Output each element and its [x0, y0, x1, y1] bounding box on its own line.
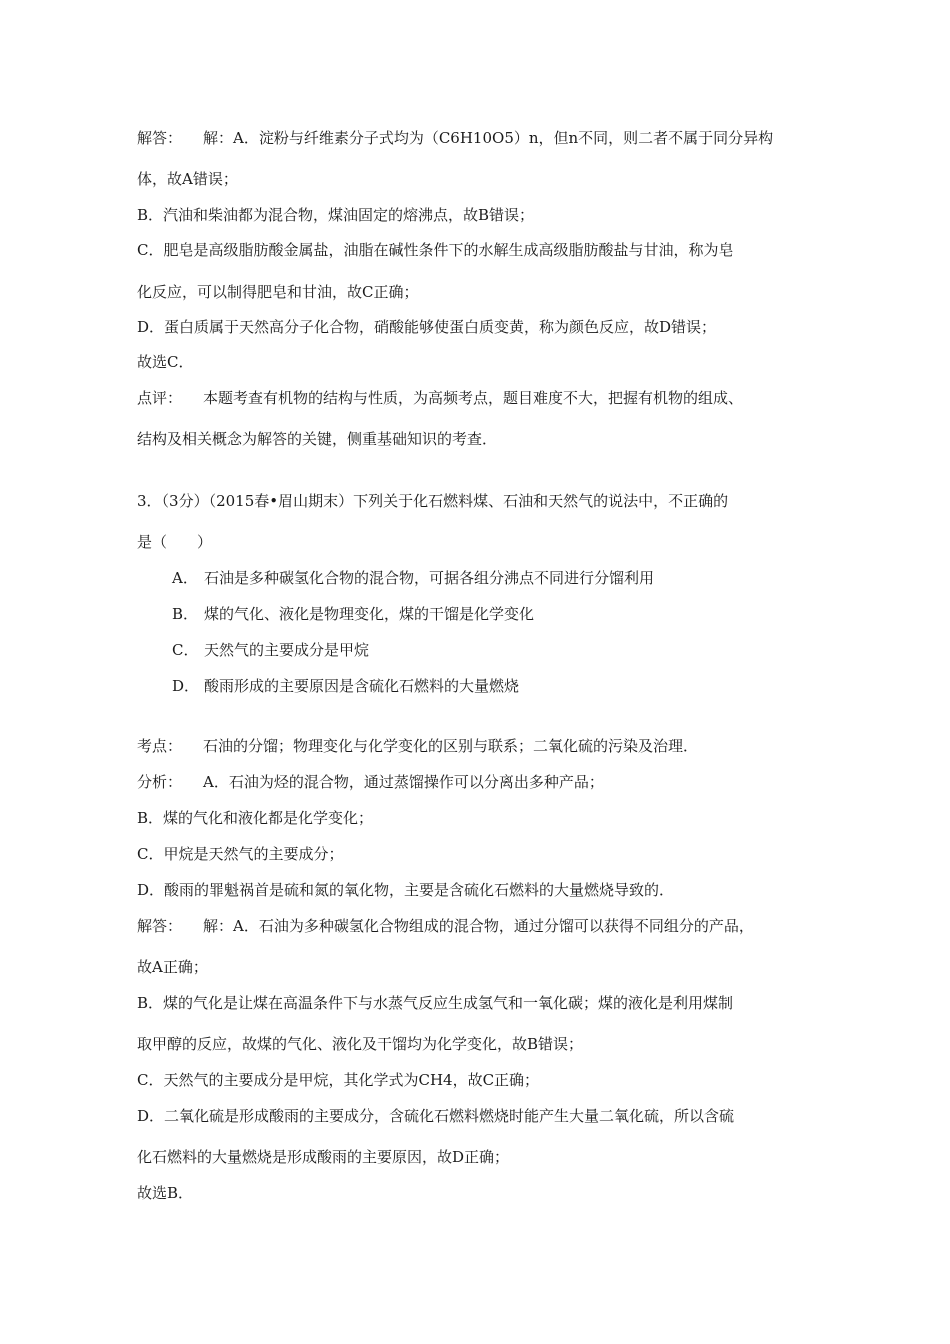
q2-solution-line-6: D．蛋白质属于天然高分子化合物，硝酸能够使蛋白质变黄，称为颜色反应，故D错误；	[137, 318, 717, 336]
jieda-label: 解答：	[137, 917, 183, 935]
option-letter: C．	[172, 641, 199, 659]
q3-kaodian	[137, 736, 698, 756]
q2-comment-line-1	[137, 388, 743, 408]
q3-jieda-line-1	[137, 916, 754, 936]
q3-option-d	[172, 676, 519, 696]
q2-solution-line-5: 化反应，可以制得肥皂和甘油，故C正确；	[137, 283, 419, 301]
q3-fenxi-line-4: D．酸雨的罪魁祸首是硫和氮的氧化物，主要是含硫化石燃料的大量燃烧导致的．	[137, 881, 675, 899]
option-text: 石油是多种碳氢化合物的混合物，可据各组分沸点不同进行分馏利用	[204, 569, 655, 587]
q3-jieda-line-5: C．天然气的主要成分是甲烷，其化学式为CH4，故C正确；	[137, 1071, 540, 1089]
q2-comment-text: 本题考查有机物的结构与性质，为高频考点，题目难度不大，把握有机物的组成、	[203, 389, 744, 407]
option-letter: B．	[172, 605, 199, 623]
q2-solution-label: 解答：	[137, 129, 183, 147]
q3-option-a	[172, 568, 654, 588]
q3-stem-line-1: 3．（3分）（2015春•眉山期末）下列关于化石燃料煤、石油和天然气的说法中，不正确的	[137, 492, 729, 510]
q2-solution-line-4: C．肥皂是高级脂肪酸金属盐，油脂在碱性条件下的水解生成高级脂肪酸盐与甘油，称为皂	[137, 241, 734, 259]
q2-solution-line-2: 体，故A错误；	[137, 170, 238, 188]
q3-jieda-line-4: 取甲醇的反应，故煤的气化、液化及干馏均为化学变化，故B错误；	[137, 1035, 584, 1053]
fenxi-label: 分析：	[137, 773, 183, 791]
q3-fenxi-line-3: C．甲烷是天然气的主要成分；	[137, 845, 344, 863]
q3-fenxi-line-1	[137, 772, 604, 792]
jieda-text: 解：A．石油为多种碳氢化合物组成的混合物，通过分馏可以获得不同组分的产品，	[203, 917, 754, 935]
fenxi-text: A．石油为烃的混合物，通过蒸馏操作可以分离出多种产品；	[203, 773, 604, 791]
q3-jieda-line-6: D．二氧化硫是形成酸雨的主要成分，含硫化石燃料燃烧时能产生大量二氧化硫，所以含硫	[137, 1107, 735, 1125]
option-letter: A．	[172, 569, 198, 587]
q2-comment-line-2: 结构及相关概念为解答的关键，侧重基础知识的考查．	[137, 430, 498, 448]
q2-solution-line-7: 故选C．	[137, 353, 194, 371]
q3-option-b	[172, 604, 534, 624]
option-text: 天然气的主要成分是甲烷	[204, 641, 370, 659]
q3-option-c	[172, 640, 369, 660]
q3-jieda-line-3: B．煤的气化是让煤在高温条件下与水蒸气反应生成氢气和一氧化碳；煤的液化是利用煤制	[137, 994, 734, 1012]
q2-solution-text: 解：A．淀粉与纤维素分子式均为（C6H10O5）n，但n不同，则二者不属于同分异构	[203, 129, 774, 147]
option-letter: D．	[172, 677, 200, 695]
kaodian-text: 石油的分馏；物理变化与化学变化的区别与联系；二氧化硫的污染及治理．	[203, 737, 699, 755]
q3-stem-line-2: 是（ ）	[137, 533, 213, 551]
q3-jieda-line-7: 化石燃料的大量燃烧是形成酸雨的主要原因，故D正确；	[137, 1148, 510, 1166]
q3-jieda-line-2: 故A正确；	[137, 958, 208, 976]
q2-comment-label: 点评：	[137, 389, 183, 407]
kaodian-label: 考点：	[137, 737, 183, 755]
option-text: 煤的气化、液化是物理变化，煤的干馏是化学变化	[204, 605, 535, 623]
q3-jieda-line-8: 故选B．	[137, 1184, 194, 1202]
q2-solution-line-1	[137, 128, 773, 148]
q3-fenxi-line-2: B．煤的气化和液化都是化学变化；	[137, 809, 374, 827]
q2-solution-line-3: B．汽油和柴油都为混合物，煤油固定的熔沸点，故B错误；	[137, 206, 535, 224]
option-text: 酸雨形成的主要原因是含硫化石燃料的大量燃烧	[204, 677, 520, 695]
